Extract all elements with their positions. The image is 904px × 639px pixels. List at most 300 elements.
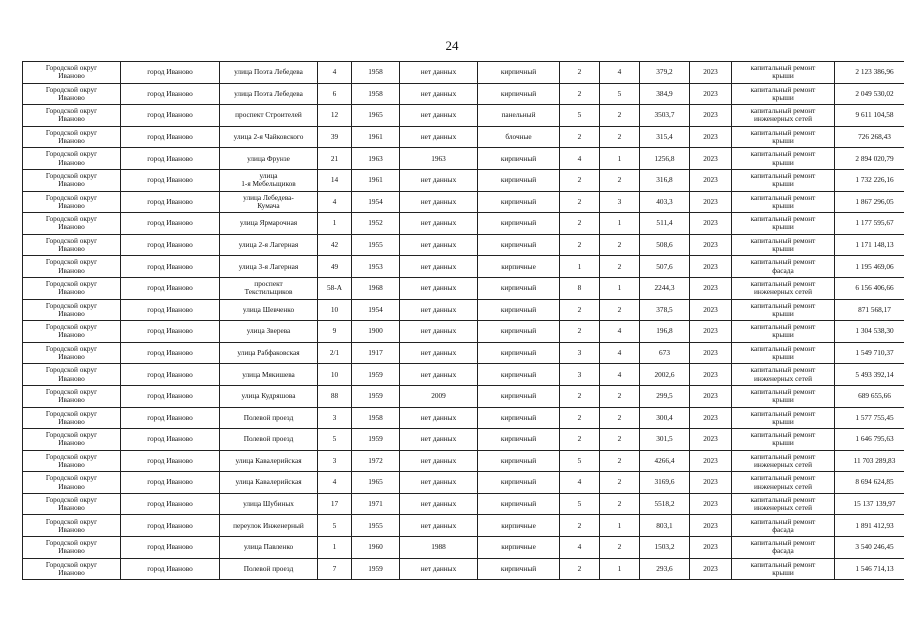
- house-number-cell: 10: [318, 364, 352, 386]
- area-cell: 3169,6: [640, 472, 690, 494]
- entrances-cell: 2: [600, 126, 640, 148]
- work-type-cell: капитальный ремонт крыши: [732, 62, 835, 84]
- reconstruction-year-cell: нет данных: [400, 299, 478, 321]
- area-cell: 2244,3: [640, 277, 690, 299]
- build-year-cell: 1961: [352, 169, 400, 191]
- work-type-cell: капитальный ремонт инженерных сетей: [732, 472, 835, 494]
- work-type-cell: капитальный ремонт крыши: [732, 191, 835, 213]
- table-row: [23, 277, 904, 299]
- wall-material-cell: блочные: [478, 126, 560, 148]
- settlement-cell: город Иваново: [121, 234, 220, 256]
- work-type-cell: капитальный ремонт инженерных сетей: [732, 105, 835, 127]
- entrances-cell: 1: [600, 277, 640, 299]
- wall-material-cell: кирпичный: [478, 429, 560, 451]
- municipality-cell: Городской округ Иваново: [23, 450, 121, 472]
- work-type-cell: капитальный ремонт крыши: [732, 407, 835, 429]
- house-number-cell: 7: [318, 558, 352, 580]
- reconstruction-year-cell: нет данных: [400, 472, 478, 494]
- entrances-cell: 2: [600, 385, 640, 407]
- entrances-cell: 3: [600, 191, 640, 213]
- wall-material-cell: кирпичный: [478, 62, 560, 84]
- floors-cell: 2: [560, 213, 600, 235]
- plan-year-cell: 2023: [690, 364, 732, 386]
- wall-material-cell: кирпичный: [478, 148, 560, 170]
- floors-cell: 4: [560, 537, 600, 559]
- entrances-cell: 5: [600, 83, 640, 105]
- plan-year-cell: 2023: [690, 256, 732, 278]
- settlement-cell: город Иваново: [121, 364, 220, 386]
- build-year-cell: 1965: [352, 105, 400, 127]
- street-cell: улица Фрунзе: [220, 148, 318, 170]
- build-year-cell: 1917: [352, 342, 400, 364]
- street-cell: улица Кудряшова: [220, 385, 318, 407]
- table-row: [23, 234, 904, 256]
- work-type-cell: капитальный ремонт крыши: [732, 342, 835, 364]
- wall-material-cell: кирпичные: [478, 537, 560, 559]
- house-number-cell: 39: [318, 126, 352, 148]
- area-cell: 379,2: [640, 62, 690, 84]
- cost-cell: 1 195 469,06: [835, 256, 904, 278]
- entrances-cell: 2: [600, 169, 640, 191]
- work-type-cell: капитальный ремонт фасада: [732, 256, 835, 278]
- table-row: [23, 299, 904, 321]
- settlement-cell: город Иваново: [121, 213, 220, 235]
- cost-cell: 1 549 710,37: [835, 342, 904, 364]
- reconstruction-year-cell: 1963: [400, 148, 478, 170]
- reconstruction-year-cell: нет данных: [400, 558, 478, 580]
- entrances-cell: 4: [600, 364, 640, 386]
- street-cell: улица Мякишева: [220, 364, 318, 386]
- settlement-cell: город Иваново: [121, 299, 220, 321]
- area-cell: 299,5: [640, 385, 690, 407]
- area-cell: 673: [640, 342, 690, 364]
- work-type-cell: капитальный ремонт инженерных сетей: [732, 277, 835, 299]
- municipality-cell: Городской округ Иваново: [23, 213, 121, 235]
- settlement-cell: город Иваново: [121, 169, 220, 191]
- municipality-cell: Городской округ Иваново: [23, 169, 121, 191]
- cost-cell: 8 694 624,85: [835, 472, 904, 494]
- municipality-cell: Городской округ Иваново: [23, 83, 121, 105]
- plan-year-cell: 2023: [690, 342, 732, 364]
- wall-material-cell: кирпичный: [478, 342, 560, 364]
- build-year-cell: 1960: [352, 537, 400, 559]
- reconstruction-year-cell: нет данных: [400, 62, 478, 84]
- house-number-cell: 10: [318, 299, 352, 321]
- municipality-cell: Городской округ Иваново: [23, 537, 121, 559]
- area-cell: 293,6: [640, 558, 690, 580]
- cost-cell: 1 171 148,13: [835, 234, 904, 256]
- wall-material-cell: кирпичный: [478, 213, 560, 235]
- table-row: [23, 256, 904, 278]
- build-year-cell: 1955: [352, 515, 400, 537]
- street-cell: Полевой проезд: [220, 429, 318, 451]
- reconstruction-year-cell: нет данных: [400, 321, 478, 343]
- settlement-cell: город Иваново: [121, 62, 220, 84]
- cost-cell: 1 177 595,67: [835, 213, 904, 235]
- floors-cell: 5: [560, 450, 600, 472]
- build-year-cell: 1961: [352, 126, 400, 148]
- settlement-cell: город Иваново: [121, 321, 220, 343]
- plan-year-cell: 2023: [690, 169, 732, 191]
- reconstruction-year-cell: нет данных: [400, 342, 478, 364]
- floors-cell: 3: [560, 342, 600, 364]
- street-cell: проспект Строителей: [220, 105, 318, 127]
- build-year-cell: 1958: [352, 62, 400, 84]
- floors-cell: 2: [560, 429, 600, 451]
- municipality-cell: Городской округ Иваново: [23, 191, 121, 213]
- area-cell: 196,8: [640, 321, 690, 343]
- table-row: [23, 126, 904, 148]
- area-cell: 803,1: [640, 515, 690, 537]
- entrances-cell: 2: [600, 429, 640, 451]
- reconstruction-year-cell: нет данных: [400, 234, 478, 256]
- work-type-cell: капитальный ремонт крыши: [732, 299, 835, 321]
- floors-cell: 8: [560, 277, 600, 299]
- wall-material-cell: кирпичный: [478, 407, 560, 429]
- street-cell: улица 3-я Лагерная: [220, 256, 318, 278]
- settlement-cell: город Иваново: [121, 148, 220, 170]
- area-cell: 403,3: [640, 191, 690, 213]
- reconstruction-year-cell: 2009: [400, 385, 478, 407]
- municipality-cell: Городской округ Иваново: [23, 234, 121, 256]
- wall-material-cell: кирпичный: [478, 385, 560, 407]
- municipality-cell: Городской округ Иваново: [23, 407, 121, 429]
- house-number-cell: 5: [318, 429, 352, 451]
- table-row: [23, 213, 904, 235]
- plan-year-cell: 2023: [690, 62, 732, 84]
- municipality-cell: Городской округ Иваново: [23, 277, 121, 299]
- municipality-cell: Городской округ Иваново: [23, 342, 121, 364]
- floors-cell: 5: [560, 105, 600, 127]
- table-row: [23, 450, 904, 472]
- street-cell: улица Рабфаковская: [220, 342, 318, 364]
- reconstruction-year-cell: нет данных: [400, 256, 478, 278]
- entrances-cell: 2: [600, 450, 640, 472]
- plan-year-cell: 2023: [690, 234, 732, 256]
- entrances-cell: 1: [600, 515, 640, 537]
- street-cell: Полевой проезд: [220, 558, 318, 580]
- table-row: [23, 472, 904, 494]
- table-row: [23, 493, 904, 515]
- settlement-cell: город Иваново: [121, 191, 220, 213]
- floors-cell: 2: [560, 321, 600, 343]
- area-cell: 316,8: [640, 169, 690, 191]
- settlement-cell: город Иваново: [121, 126, 220, 148]
- house-number-cell: 5: [318, 515, 352, 537]
- housing-repair-table: [22, 61, 904, 580]
- page-number: 24: [445, 38, 459, 53]
- work-type-cell: капитальный ремонт инженерных сетей: [732, 450, 835, 472]
- wall-material-cell: кирпичный: [478, 277, 560, 299]
- work-type-cell: капитальный ремонт инженерных сетей: [732, 493, 835, 515]
- settlement-cell: город Иваново: [121, 105, 220, 127]
- cost-cell: 6 156 406,66: [835, 277, 904, 299]
- plan-year-cell: 2023: [690, 407, 732, 429]
- table-row: [23, 515, 904, 537]
- settlement-cell: город Иваново: [121, 558, 220, 580]
- house-number-cell: 4: [318, 62, 352, 84]
- reconstruction-year-cell: нет данных: [400, 429, 478, 451]
- wall-material-cell: кирпичный: [478, 450, 560, 472]
- table-row: [23, 169, 904, 191]
- area-cell: 300,4: [640, 407, 690, 429]
- reconstruction-year-cell: нет данных: [400, 83, 478, 105]
- build-year-cell: 1972: [352, 450, 400, 472]
- floors-cell: 2: [560, 169, 600, 191]
- street-cell: Полевой проезд: [220, 407, 318, 429]
- build-year-cell: 1953: [352, 256, 400, 278]
- wall-material-cell: кирпичный: [478, 558, 560, 580]
- table-row: [23, 558, 904, 580]
- municipality-cell: Городской округ Иваново: [23, 148, 121, 170]
- municipality-cell: Городской округ Иваново: [23, 126, 121, 148]
- municipality-cell: Городской округ Иваново: [23, 385, 121, 407]
- settlement-cell: город Иваново: [121, 515, 220, 537]
- table-row: [23, 364, 904, 386]
- area-cell: 4266,4: [640, 450, 690, 472]
- table-row: [23, 342, 904, 364]
- build-year-cell: 1959: [352, 429, 400, 451]
- house-number-cell: 2/1: [318, 342, 352, 364]
- build-year-cell: 1959: [352, 385, 400, 407]
- plan-year-cell: 2023: [690, 450, 732, 472]
- wall-material-cell: кирпичный: [478, 364, 560, 386]
- work-type-cell: капитальный ремонт крыши: [732, 234, 835, 256]
- municipality-cell: Городской округ Иваново: [23, 299, 121, 321]
- entrances-cell: 4: [600, 342, 640, 364]
- build-year-cell: 1958: [352, 407, 400, 429]
- plan-year-cell: 2023: [690, 537, 732, 559]
- plan-year-cell: 2023: [690, 321, 732, 343]
- municipality-cell: Городской округ Иваново: [23, 493, 121, 515]
- entrances-cell: 2: [600, 537, 640, 559]
- area-cell: 3503,7: [640, 105, 690, 127]
- area-cell: 384,9: [640, 83, 690, 105]
- cost-cell: 726 268,43: [835, 126, 904, 148]
- cost-cell: 689 655,66: [835, 385, 904, 407]
- street-cell: улица Шубиных: [220, 493, 318, 515]
- house-number-cell: 4: [318, 472, 352, 494]
- work-type-cell: капитальный ремонт крыши: [732, 169, 835, 191]
- work-type-cell: капитальный ремонт крыши: [732, 83, 835, 105]
- cost-cell: 2 894 020,79: [835, 148, 904, 170]
- entrances-cell: 2: [600, 472, 640, 494]
- entrances-cell: 2: [600, 299, 640, 321]
- municipality-cell: Городской округ Иваново: [23, 472, 121, 494]
- work-type-cell: капитальный ремонт фасада: [732, 515, 835, 537]
- house-number-cell: 6: [318, 83, 352, 105]
- settlement-cell: город Иваново: [121, 450, 220, 472]
- floors-cell: 5: [560, 493, 600, 515]
- cost-cell: 9 611 104,58: [835, 105, 904, 127]
- area-cell: 301,5: [640, 429, 690, 451]
- house-number-cell: 1: [318, 213, 352, 235]
- entrances-cell: 2: [600, 105, 640, 127]
- wall-material-cell: кирпичный: [478, 234, 560, 256]
- build-year-cell: 1955: [352, 234, 400, 256]
- plan-year-cell: 2023: [690, 472, 732, 494]
- reconstruction-year-cell: 1988: [400, 537, 478, 559]
- cost-cell: 3 540 246,45: [835, 537, 904, 559]
- plan-year-cell: 2023: [690, 429, 732, 451]
- build-year-cell: 1954: [352, 191, 400, 213]
- wall-material-cell: кирпичные: [478, 515, 560, 537]
- house-number-cell: 17: [318, 493, 352, 515]
- table-row: [23, 83, 904, 105]
- wall-material-cell: кирпичный: [478, 191, 560, 213]
- wall-material-cell: панельный: [478, 105, 560, 127]
- entrances-cell: 2: [600, 407, 640, 429]
- entrances-cell: 1: [600, 558, 640, 580]
- reconstruction-year-cell: нет данных: [400, 105, 478, 127]
- street-cell: улица 2-я Лагерная: [220, 234, 318, 256]
- plan-year-cell: 2023: [690, 277, 732, 299]
- build-year-cell: 1959: [352, 558, 400, 580]
- cost-cell: 1 646 795,63: [835, 429, 904, 451]
- wall-material-cell: кирпичные: [478, 256, 560, 278]
- plan-year-cell: 2023: [690, 385, 732, 407]
- floors-cell: 2: [560, 407, 600, 429]
- floors-cell: 2: [560, 83, 600, 105]
- build-year-cell: 1971: [352, 493, 400, 515]
- work-type-cell: капитальный ремонт крыши: [732, 385, 835, 407]
- cost-cell: 5 493 392,14: [835, 364, 904, 386]
- cost-cell: 1 304 538,30: [835, 321, 904, 343]
- plan-year-cell: 2023: [690, 213, 732, 235]
- plan-year-cell: 2023: [690, 493, 732, 515]
- cost-cell: 1 867 296,05: [835, 191, 904, 213]
- area-cell: 2002,6: [640, 364, 690, 386]
- wall-material-cell: кирпичный: [478, 83, 560, 105]
- area-cell: 1503,2: [640, 537, 690, 559]
- settlement-cell: город Иваново: [121, 429, 220, 451]
- build-year-cell: 1900: [352, 321, 400, 343]
- wall-material-cell: кирпичный: [478, 321, 560, 343]
- street-cell: улица Кавалерийская: [220, 450, 318, 472]
- municipality-cell: Городской округ Иваново: [23, 364, 121, 386]
- area-cell: 507,6: [640, 256, 690, 278]
- settlement-cell: город Иваново: [121, 342, 220, 364]
- street-cell: улица Ярмарочная: [220, 213, 318, 235]
- table-row: [23, 537, 904, 559]
- house-number-cell: 58-А: [318, 277, 352, 299]
- street-cell: улица Кавалерийская: [220, 472, 318, 494]
- cost-cell: 871 568,17: [835, 299, 904, 321]
- wall-material-cell: кирпичный: [478, 493, 560, 515]
- work-type-cell: капитальный ремонт инженерных сетей: [732, 364, 835, 386]
- work-type-cell: капитальный ремонт крыши: [732, 429, 835, 451]
- entrances-cell: 2: [600, 493, 640, 515]
- reconstruction-year-cell: нет данных: [400, 493, 478, 515]
- floors-cell: 4: [560, 472, 600, 494]
- settlement-cell: город Иваново: [121, 256, 220, 278]
- street-cell: переулок Инженерный: [220, 515, 318, 537]
- work-type-cell: капитальный ремонт крыши: [732, 148, 835, 170]
- street-cell: улица 1-я Мебельщиков: [220, 169, 318, 191]
- entrances-cell: 1: [600, 213, 640, 235]
- reconstruction-year-cell: нет данных: [400, 126, 478, 148]
- reconstruction-year-cell: нет данных: [400, 364, 478, 386]
- municipality-cell: Городской округ Иваново: [23, 321, 121, 343]
- build-year-cell: 1968: [352, 277, 400, 299]
- cost-cell: 15 137 139,97: [835, 493, 904, 515]
- floors-cell: 2: [560, 385, 600, 407]
- house-number-cell: 42: [318, 234, 352, 256]
- street-cell: улица Поэта Лебедева: [220, 62, 318, 84]
- street-cell: улица Павленко: [220, 537, 318, 559]
- plan-year-cell: 2023: [690, 105, 732, 127]
- cost-cell: 1 546 714,13: [835, 558, 904, 580]
- settlement-cell: город Иваново: [121, 83, 220, 105]
- municipality-cell: Городской округ Иваново: [23, 256, 121, 278]
- municipality-cell: Городской округ Иваново: [23, 105, 121, 127]
- table-row: [23, 321, 904, 343]
- work-type-cell: капитальный ремонт крыши: [732, 213, 835, 235]
- table-body: [23, 62, 904, 580]
- floors-cell: 2: [560, 191, 600, 213]
- work-type-cell: капитальный ремонт крыши: [732, 126, 835, 148]
- floors-cell: 1: [560, 256, 600, 278]
- floors-cell: 2: [560, 62, 600, 84]
- area-cell: 315,4: [640, 126, 690, 148]
- build-year-cell: 1963: [352, 148, 400, 170]
- house-number-cell: 12: [318, 105, 352, 127]
- reconstruction-year-cell: нет данных: [400, 277, 478, 299]
- table-row: [23, 105, 904, 127]
- cost-cell: 2 049 530,02: [835, 83, 904, 105]
- settlement-cell: город Иваново: [121, 472, 220, 494]
- cost-cell: 2 123 386,96: [835, 62, 904, 84]
- street-cell: улица Лебедева- Кумача: [220, 191, 318, 213]
- floors-cell: 2: [560, 126, 600, 148]
- cost-cell: 1 891 412,93: [835, 515, 904, 537]
- entrances-cell: 1: [600, 148, 640, 170]
- build-year-cell: 1959: [352, 364, 400, 386]
- table-row: [23, 148, 904, 170]
- settlement-cell: город Иваново: [121, 493, 220, 515]
- entrances-cell: 4: [600, 62, 640, 84]
- floors-cell: 3: [560, 364, 600, 386]
- reconstruction-year-cell: нет данных: [400, 407, 478, 429]
- house-number-cell: 4: [318, 191, 352, 213]
- reconstruction-year-cell: нет данных: [400, 213, 478, 235]
- reconstruction-year-cell: нет данных: [400, 515, 478, 537]
- municipality-cell: Городской округ Иваново: [23, 515, 121, 537]
- table-row: [23, 429, 904, 451]
- house-number-cell: 9: [318, 321, 352, 343]
- entrances-cell: 2: [600, 234, 640, 256]
- municipality-cell: Городской округ Иваново: [23, 429, 121, 451]
- house-number-cell: 88: [318, 385, 352, 407]
- settlement-cell: город Иваново: [121, 277, 220, 299]
- build-year-cell: 1958: [352, 83, 400, 105]
- floors-cell: 2: [560, 299, 600, 321]
- house-number-cell: 3: [318, 407, 352, 429]
- municipality-cell: Городской округ Иваново: [23, 62, 121, 84]
- cost-cell: 1 732 226,16: [835, 169, 904, 191]
- house-number-cell: 49: [318, 256, 352, 278]
- cost-cell: 1 577 755,45: [835, 407, 904, 429]
- house-number-cell: 14: [318, 169, 352, 191]
- table-row: [23, 62, 904, 84]
- area-cell: 5518,2: [640, 493, 690, 515]
- wall-material-cell: кирпичный: [478, 299, 560, 321]
- floors-cell: 2: [560, 234, 600, 256]
- table-row: [23, 191, 904, 213]
- reconstruction-year-cell: нет данных: [400, 191, 478, 213]
- entrances-cell: 4: [600, 321, 640, 343]
- plan-year-cell: 2023: [690, 191, 732, 213]
